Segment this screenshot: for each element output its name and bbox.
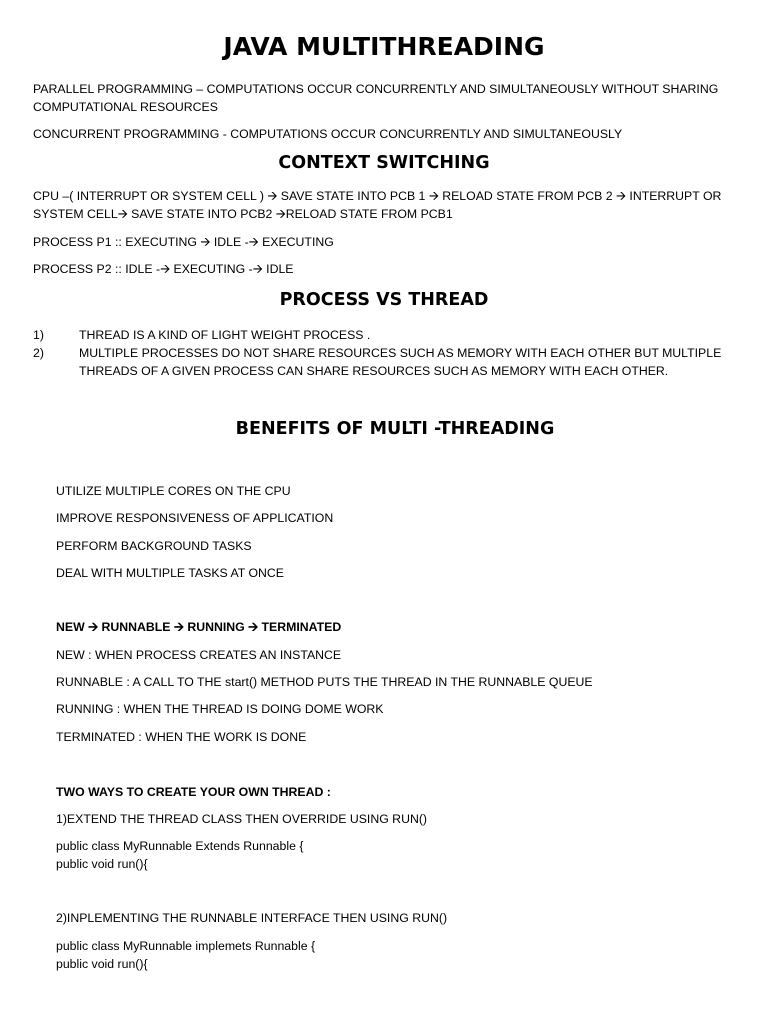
process-p1-line: PROCESS P1 :: EXECUTING 🡪 IDLE -🡪 EXECUTING	[33, 235, 334, 249]
create-thread-way-1: 1)EXTEND THE THREAD CLASS THEN OVERRIDE USING RUN()	[56, 812, 428, 826]
page-title: JAVA MULTITHREADING	[223, 32, 545, 61]
code-snippet-line: public class MyRunnable implemets Runnable {	[56, 939, 316, 953]
list-item-text: MULTIPLE PROCESSES DO NOT SHARE RESOURCES SUCH AS MEMORY WITH EACH OTHER BUT MULTIPLE THREADS OF A GIVEN PROCESS CAN SHARE RESOURCES SUCH AS MEMORY WITH EACH OTHER.	[79, 346, 722, 378]
code-snippet-line: public void run(){	[56, 857, 148, 871]
lifecycle-terminated-state: TERMINATED : WHEN THE WORK IS DONE	[56, 730, 307, 744]
code-snippet-line: public class MyRunnable Extends Runnable {	[56, 839, 304, 853]
benefits-heading: BENEFITS OF MULTI -THREADING	[235, 419, 555, 439]
benefit-item: UTILIZE MULTIPLE CORES ON THE CPU	[56, 484, 291, 498]
context-switching-heading: CONTEXT SWITCHING	[278, 153, 490, 173]
process-vs-thread-heading: PROCESS VS THREAD	[279, 290, 489, 310]
lifecycle-runnable-state: RUNNABLE : A CALL TO THE start() METHOD PUTS THE THREAD IN THE RUNNABLE QUEUE	[56, 675, 593, 689]
thread-lifecycle-sequence: NEW 🡪 RUNNABLE 🡪 RUNNING 🡪 TERMINATED	[56, 620, 342, 634]
benefit-item: DEAL WITH MULTIPLE TASKS AT ONCE	[56, 566, 284, 580]
lifecycle-running-state: RUNNING : WHEN THE THREAD IS DOING DOME WORK	[56, 702, 384, 716]
benefit-item: IMPROVE RESPONSIVENESS OF APPLICATION	[56, 511, 334, 525]
cpu-context-switch-line: CPU –( INTERRUPT OR SYSTEM CELL ) 🡪 SAVE STATE INTO PCB 1 🡪 RELOAD STATE FROM PCB 2 🡪 INTERRUPT OR SYSTEM CELL🡪 SAVE STATE INTO PCB2 🡪RELOAD STATE FROM PCB1	[33, 189, 722, 221]
create-thread-heading: TWO WAYS TO CREATE YOUR OWN THREAD :	[56, 785, 331, 799]
list-item-number: 1)	[33, 328, 44, 342]
list-item-text: THREAD IS A KIND OF LIGHT WEIGHT PROCESS .	[79, 328, 371, 342]
list-item	[33, 326, 371, 344]
list-item	[33, 344, 722, 378]
concurrent-programming-definition: CONCURRENT PROGRAMMING - COMPUTATIONS OCCUR CONCURRENTLY AND SIMULTANEOUSLY	[33, 127, 623, 141]
process-p2-line: PROCESS P2 :: IDLE -🡪 EXECUTING -🡪 IDLE	[33, 262, 294, 276]
create-thread-way-2: 2)INPLEMENTING THE RUNNABLE INTERFACE THEN USING RUN()	[56, 911, 448, 925]
code-snippet-line: public void run(){	[56, 957, 148, 971]
lifecycle-new-state: NEW : WHEN PROCESS CREATES AN INSTANCE	[56, 648, 342, 662]
benefit-item: PERFORM BACKGROUND TASKS	[56, 539, 252, 553]
parallel-programming-definition: PARALLEL PROGRAMMING – COMPUTATIONS OCCUR CONCURRENTLY AND SIMULTANEOUSLY WITHOUT SHARING COMPUTATIONAL RESOURCES	[33, 82, 719, 114]
list-item-number: 2)	[33, 346, 44, 360]
